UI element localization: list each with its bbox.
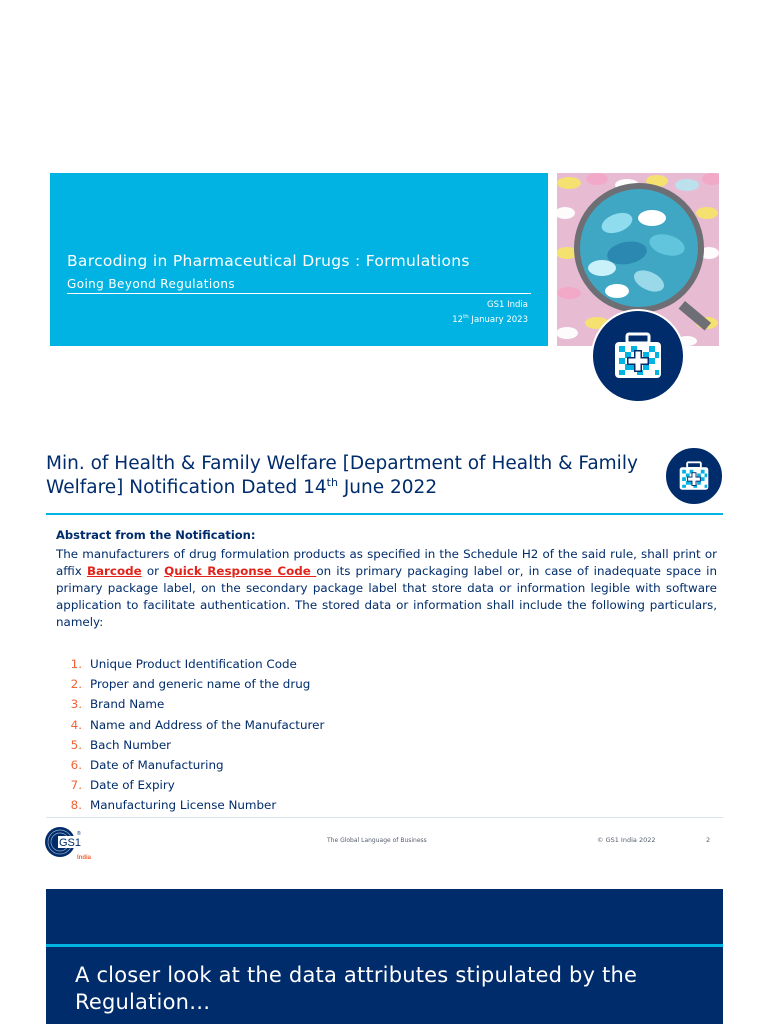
footer-copyright: © GS1 India 2022 (597, 836, 656, 844)
footer-tagline: The Global Language of Business (327, 837, 427, 844)
list-number: 2. (70, 677, 82, 692)
list-item (56, 654, 556, 674)
list-text: Unique Product Identification Code (90, 657, 297, 671)
list-number: 6. (70, 757, 82, 772)
list-number: 7. (70, 778, 82, 793)
logo-subtext: India (77, 855, 92, 861)
list-item (56, 775, 556, 795)
keyword-qr-code: Quick Response Code (164, 564, 317, 578)
date-suffix: th (463, 314, 469, 320)
list-item (56, 715, 556, 735)
list-number: 3. (70, 697, 82, 712)
abstract-text-2: on its primary packaging label or, in case of inadequate space in primary package label, on the secondary package label that store data or information legible with software application to facilitate authentication. The stored data or information shall include the following particulars, namely: (56, 564, 717, 629)
abstract-title: Abstract from the Notification: (56, 528, 256, 542)
list-number: 8. (70, 798, 82, 813)
particulars-list (56, 654, 556, 816)
section-divider (46, 944, 723, 947)
heading-text: Min. of Health & Family Welfare [Department of Health & Family Welfare] Notification Dated 14 (46, 453, 638, 498)
medical-barcode-kit-icon (664, 446, 724, 506)
list-item (56, 674, 556, 694)
medical-barcode-kit-icon (591, 309, 685, 403)
presentation-title: Barcoding in Pharmaceutical Drugs : Formulations (67, 252, 470, 270)
list-text: Manufacturing License Number (90, 798, 277, 813)
organization-name: GS1 India (487, 300, 528, 310)
presentation-date (452, 314, 528, 325)
list-text: Brand Name (90, 697, 165, 712)
title-banner (50, 173, 548, 346)
list-number: 1. (70, 657, 82, 671)
logo-registered-mark: ® (77, 831, 81, 837)
logo-text: GS1 (59, 837, 82, 849)
list-item (56, 694, 556, 714)
date-rest: January 2023 (468, 314, 528, 325)
notification-heading (46, 452, 666, 500)
keyword-barcode: Barcode (86, 564, 142, 578)
list-text: Name and Address of the Manufacturer (90, 717, 325, 732)
gs1-logo (44, 826, 100, 862)
heading-date-end: June 2022 (337, 477, 438, 498)
list-item (56, 795, 556, 815)
heading-ordinal: th (326, 475, 338, 489)
abstract-text-1: The manufacturers of drug formulation products as specified in the Schedule H2 of the said rule, shall print or affix (56, 547, 717, 578)
abstract-body (56, 546, 717, 631)
list-text: Bach Number (90, 737, 172, 752)
page-number: 2 (706, 836, 711, 844)
list-item (56, 755, 556, 775)
section-slide (46, 889, 723, 1024)
heading-divider (46, 513, 723, 515)
section-title: A closer look at the data attributes stipulated by the Regulation… (75, 963, 638, 1014)
list-number: 4. (70, 717, 82, 732)
footer-divider (46, 817, 723, 818)
presentation-subtitle: Going Beyond Regulations (67, 277, 236, 291)
abstract-or: or (141, 564, 165, 578)
title-divider (67, 293, 531, 294)
list-item (56, 735, 556, 755)
date-day: 12 (452, 314, 464, 325)
list-text: Proper and generic name of the drug (90, 677, 311, 692)
list-text: Date of Manufacturing (90, 757, 224, 772)
list-text: Date of Expiry (90, 778, 175, 793)
list-number: 5. (70, 737, 82, 752)
